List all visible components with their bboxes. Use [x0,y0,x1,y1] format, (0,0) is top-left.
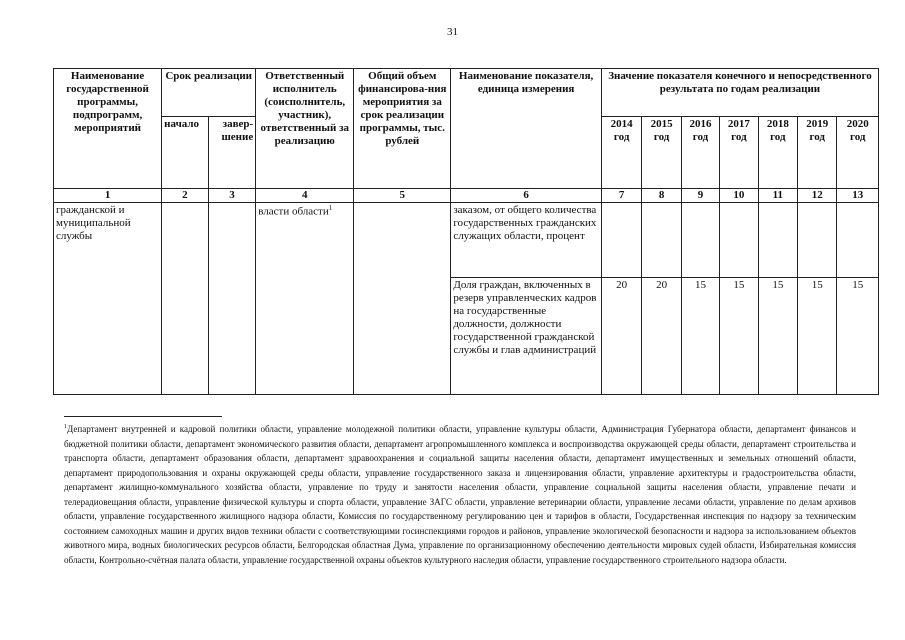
value-cell [837,202,879,277]
header-responsible: Ответственный исполнитель (соисполнитель, участник), ответственный за реализацию [256,69,354,189]
column-number: 7 [601,189,641,203]
footnote-divider [64,416,222,417]
value-cell [681,202,719,277]
column-number: 5 [354,189,451,203]
column-number: 12 [798,189,837,203]
header-row-1 [54,69,879,117]
column-number: 9 [681,189,719,203]
column-number: 13 [837,189,879,203]
header-year: 2014 год [601,117,641,189]
responsible-text: власти области [258,205,329,218]
value-cell: 15 [798,277,837,394]
header-values-group: Значение показателя конечного и непосредственного результата по годам реализации [601,69,878,117]
value-cell: 15 [837,277,879,394]
header-period-end: завер-шение [208,117,256,189]
column-number: 11 [758,189,797,203]
header-year: 2015 год [642,117,681,189]
value-cell: 20 [642,277,681,394]
value-cell: 15 [758,277,797,394]
table-row [54,202,879,277]
value-cell: 15 [720,277,758,394]
value-cell: 15 [681,277,719,394]
column-number: 10 [720,189,758,203]
header-year: 2019 год [798,117,837,189]
footnote-mark: 1 [64,424,67,430]
header-year: 2017 год [720,117,758,189]
header-program-name: Наименование государственной программы, подпрограмм, мероприятий [54,69,162,189]
value-cell [798,202,837,277]
header-year: 2018 год [758,117,797,189]
header-financing: Общий объем финансирова-ния мероприятия за срок реализации программы, тыс. рублей [354,69,451,189]
column-number-row [54,189,879,203]
program-name-cell: гражданской и муниципальной службы [54,202,162,394]
period-end-cell [208,202,256,394]
value-cell [642,202,681,277]
value-cell [758,202,797,277]
column-number: 2 [162,189,209,203]
column-number: 3 [208,189,256,203]
footnote-reference: 1 [328,203,333,212]
value-cell [720,202,758,277]
financing-cell [354,202,451,394]
header-year: 2016 год [681,117,719,189]
indicator-cell: заказом, от общего количества государственных гражданских служащих области, процент [451,202,602,277]
page-number: 31 [447,26,458,38]
value-cell: 20 [601,277,641,394]
value-cell [601,202,641,277]
column-number: 4 [256,189,354,203]
footnote [64,420,856,567]
period-start-cell [162,202,209,394]
column-number: 8 [642,189,681,203]
header-year: 2020 год [837,117,879,189]
footnote-text: Департамент внутренней и кадровой политики области, управление молодежной политики области, управление культуры области, Администрация Губернатора области, департамент финансов и бюджетной политики области, департамент экономического развития области, департамент агропромышленного комплекса и воспроизводства окружающей среды области, департамент строительства и транспорта области, департамент образования области, департамент здравоохранения и социальной защиты населения области, департамент имущественных и земельных отношений области, департамент природопользования и охраны окружающей среды области, управление государственного заказа и лицензирования области, управление архитектуры и градостроительства области, департамент жилищно-коммунального хозяйства области, управление по труду и занятости населения области, управление социальной защиты населения области, управление печати и телерадиовещания области, управление физической культуры и спорта области, управление ЗАГС области, управление ветеринарии области, управление лесами области, управление по делам архивов области, управление государственного жилищного надзора области, Комиссия по государственному регулированию цен и тарифов в области, Государственная инспекция по надзору за техническим состоянием самоходных машин и других видов техники области с соответствующими госинспекциями городов и районов, управление экологической безопасности и надзора за использованием объектов животного мира, водных биологических ресурсов области, Белгородская областная Дума, управление по организационному обеспечению деятельности мировых судей области, Избирательная комиссия области, Контрольно-счётная палата области, управление государственной охраны объектов культурного наследия области, управление государственного строительного надзора области. [64,424,856,565]
indicators-table [53,68,879,395]
column-number: 6 [451,189,602,203]
responsible-cell [256,202,354,394]
column-number: 1 [54,189,162,203]
header-period-start: начало [162,117,209,189]
header-indicator: Наименование показателя, единица измерения [451,69,602,189]
header-period: Срок реализации [162,69,256,117]
indicator-cell: Доля граждан, включенных в резерв управленческих кадров на государственные должности, должности государственной гражданской службы и глав администраций [451,277,602,394]
